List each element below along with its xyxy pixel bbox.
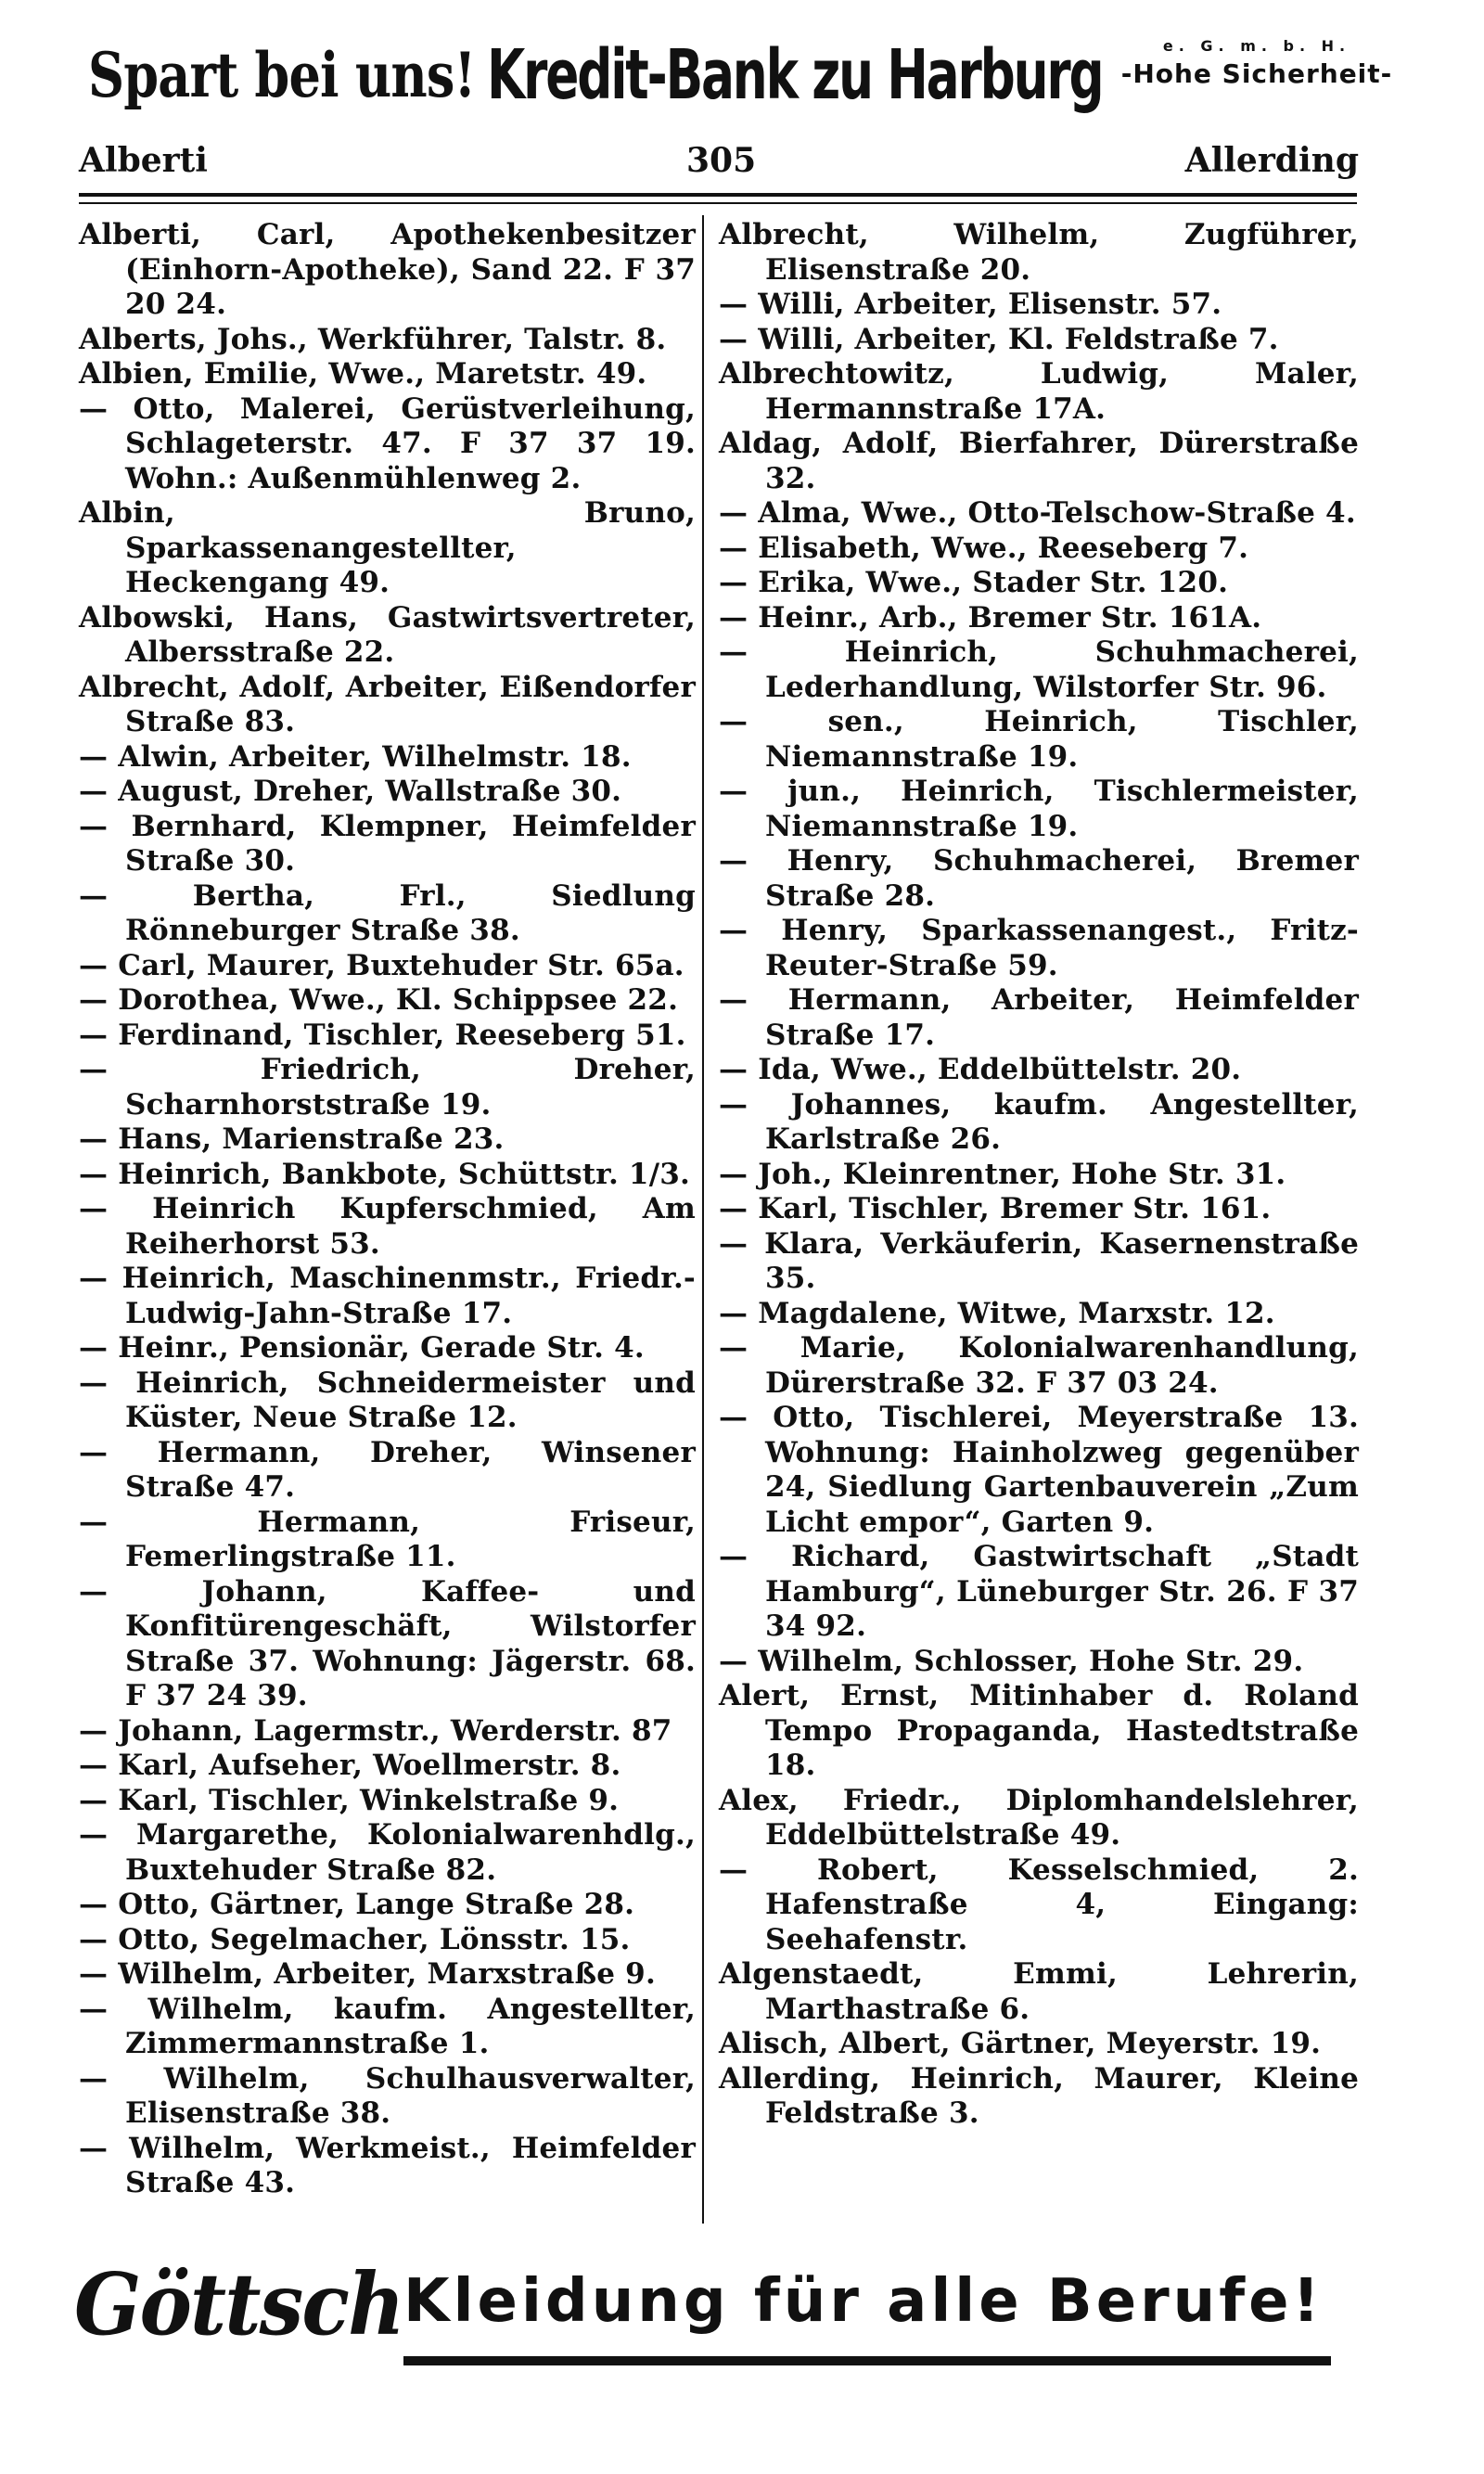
- directory-entry: — sen., Heinrich, Tischler, Niemannstraße 19.: [719, 705, 1359, 774]
- directory-entry: — Joh., Kleinrentner, Hohe Str. 31.: [719, 1157, 1286, 1191]
- directory-entry: — Johann, Kaffee- und Konfitürengeschäft, Wilstorfer Straße 37. Wohnung: Jägerstr. 68. F 37 24 39.: [79, 1574, 696, 1712]
- ad-tagline: [1118, 37, 1396, 89]
- directory-entry: — Friedrich, Dreher, Scharnhorststraße 19.: [79, 1053, 696, 1122]
- directory-entry: — August, Dreher, Wallstraße 30.: [79, 775, 622, 808]
- directory-entry: — Heinr., Arb., Bremer Str. 161A.: [719, 600, 1262, 635]
- directory-entry: — Marie, Kolonialwarenhandlung, Dürerstraße 32. F 37 03 24.: [719, 1331, 1359, 1400]
- directory-entry: — Bernhard, Klempner, Heimfelder Straße 30.: [79, 809, 696, 878]
- directory-entry: Albrechtowitz, Ludwig, Maler, Hermannstraße 17A.: [719, 357, 1359, 426]
- directory-entry: Albin, Bruno, Sparkassenangestellter, Heckengang 49.: [79, 496, 696, 599]
- directory-entry: — Heinrich, Schuhmacherei, Lederhandlung, Wilstorfer Str. 96.: [719, 635, 1359, 704]
- directory-entry: — Richard, Gastwirtschaft „Stadt Hamburg“, Lüneburger Str. 26. F 37 34 92.: [719, 1540, 1359, 1643]
- ad-legal-form: e. G. m. b. H.: [1162, 37, 1351, 55]
- directory-entry: Alex, Friedr., Diplomhandelslehrer, Eddelbüttelstraße 49.: [719, 1783, 1359, 1852]
- directory-entry: — Margarethe, Kolonialwarenhdlg., Buxtehuder Straße 82.: [79, 1818, 696, 1887]
- directory-entry: — Otto, Malerei, Gerüstverleihung, Schlageterstr. 47. F 37 37 19. Wohn.: Außenmühlenweg 2.: [79, 391, 696, 495]
- header-rule-thick: [79, 193, 1357, 197]
- directory-entry: Albowski, Hans, Gastwirtsvertreter, Albersstraße 22.: [79, 600, 696, 669]
- directory-entry: — Wilhelm, Arbeiter, Marxstraße 9.: [79, 1957, 656, 1991]
- directory-entry: Allerding, Heinrich, Maurer, Kleine Feldstraße 3.: [719, 2061, 1359, 2130]
- directory-entry: — Heinrich, Bankbote, Schüttstr. 1/3.: [79, 1157, 690, 1191]
- directory-entry: — Karl, Tischler, Winkelstraße 9.: [79, 1783, 620, 1817]
- page-number: 305: [686, 141, 757, 180]
- left-column: [79, 218, 696, 2201]
- directory-entry: — Johann, Lagermstr., Werderstr. 87: [79, 1713, 672, 1748]
- directory-entry: — Heinrich, Maschinenmstr., Friedr.-Ludwig-Jahn-Straße 17.: [79, 1262, 696, 1330]
- directory-entry: Alberti, Carl, Apothekenbesitzer (Einhorn-Apotheke), Sand 22. F 37 20 24.: [79, 218, 696, 321]
- directory-entry: — jun., Heinrich, Tischlermeister, Niemannstraße 19.: [719, 775, 1359, 843]
- top-advertisement: [79, 28, 1396, 121]
- directory-entry: — Wilhelm, Schlosser, Hohe Str. 29.: [719, 1644, 1304, 1678]
- directory-entry: — Henry, Sparkassenangest., Fritz-Reuter-Straße 59.: [719, 914, 1359, 982]
- directory-entry: — Elisabeth, Wwe., Reeseberg 7.: [719, 531, 1249, 565]
- directory-entry: — Karl, Aufseher, Woellmerstr. 8.: [79, 1749, 621, 1782]
- directory-entry: — Karl, Tischler, Bremer Str. 161.: [719, 1192, 1272, 1225]
- directory-entry: — Otto, Segelmacher, Lönsstr. 15.: [79, 1922, 631, 1956]
- ad-underline-bar: [403, 2356, 1331, 2365]
- directory-entry: Aldag, Adolf, Bierfahrer, Dürerstraße 32.: [719, 427, 1359, 495]
- directory-entry: — Henry, Schuhmacherei, Bremer Straße 28.: [719, 844, 1359, 913]
- directory-entry: — Heinr., Pensionär, Gerade Str. 4.: [79, 1331, 645, 1365]
- directory-entry: — Dorothea, Wwe., Kl. Schippsee 22.: [79, 983, 679, 1017]
- running-head: [79, 141, 1359, 187]
- directory-entry: — Erika, Wwe., Stader Str. 120.: [719, 566, 1229, 599]
- ad-bank-name: Kredit-Bank zu Harburg: [487, 35, 1103, 115]
- directory-entry: — Hermann, Arbeiter, Heimfelder Straße 17.: [719, 983, 1359, 1052]
- directory-entry: Albrecht, Wilhelm, Zugführer, Elisenstraße 20.: [719, 218, 1359, 287]
- ad-claim: Kleidung für alle Berufe!: [403, 2267, 1324, 2336]
- directory-entry: — Hermann, Friseur, Femerlingstraße 11.: [79, 1505, 696, 1573]
- header-rule-thin: [79, 202, 1357, 204]
- directory-entry: — Willi, Arbeiter, Elisenstr. 57.: [719, 288, 1222, 321]
- bottom-advertisement: [70, 2254, 1368, 2379]
- directory-entry: — Carl, Maurer, Buxtehuder Str. 65a.: [79, 948, 684, 982]
- directory-entry: — Alma, Wwe., Otto-Telschow-Straße 4.: [719, 496, 1356, 530]
- directory-entry: — Klara, Verkäuferin, Kasernenstraße 35.: [719, 1226, 1359, 1295]
- directory-entry: — Hans, Marienstraße 23.: [79, 1122, 505, 1156]
- directory-entry: — Wilhelm, kaufm. Angestellter, Zimmermannstraße 1.: [79, 1992, 696, 2060]
- ad-brand-logo: Göttsch: [74, 2254, 403, 2354]
- directory-entry: — Heinrich, Schneidermeister und Küster, Neue Straße 12.: [79, 1365, 696, 1434]
- directory-entry: — Wilhelm, Werkmeist., Heimfelder Straße 43.: [79, 2131, 696, 2199]
- ad-slogan: Spart bei uns!: [88, 39, 476, 111]
- column-divider: [702, 215, 704, 2224]
- directory-entry: — Otto, Tischlerei, Meyerstraße 13. Wohnung: Hainholzweg gegenüber 24, Siedlung Gartenbauverein „Zum Licht empor“, Garten 9.: [719, 1401, 1359, 1539]
- directory-entry: — Johannes, kaufm. Angestellter, Karlstraße 26.: [719, 1087, 1359, 1156]
- directory-entry: — Otto, Gärtner, Lange Straße 28.: [79, 1888, 635, 1921]
- ad-motto: -Hohe Sicherheit-: [1120, 58, 1393, 89]
- directory-entry: Albien, Emilie, Wwe., Maretstr. 49.: [79, 357, 647, 391]
- directory-entry: — Ida, Wwe., Eddelbüttelstr. 20.: [719, 1053, 1242, 1086]
- right-column: [719, 218, 1359, 2132]
- directory-entry: — Hermann, Dreher, Winsener Straße 47.: [79, 1435, 696, 1504]
- directory-entry: — Alwin, Arbeiter, Wilhelmstr. 18.: [79, 739, 632, 774]
- directory-entry: Algenstaedt, Emmi, Lehrerin, Marthastraße 6.: [719, 1957, 1359, 2026]
- running-head-last-entry: Allerding: [1184, 141, 1359, 180]
- directory-entry: — Ferdinand, Tischler, Reeseberg 51.: [79, 1018, 686, 1052]
- directory-entry: — Bertha, Frl., Siedlung Rönneburger Straße 38.: [79, 878, 696, 947]
- directory-entry: Alisch, Albert, Gärtner, Meyerstr. 19.: [719, 2027, 1322, 2060]
- directory-entry: — Magdalene, Witwe, Marxstr. 12.: [719, 1296, 1275, 1330]
- directory-entry: Albrecht, Adolf, Arbeiter, Eißendorfer Straße 83.: [79, 670, 696, 738]
- directory-entry: Alert, Ernst, Mitinhaber d. Roland Tempo Propaganda, Hastedtstraße 18.: [719, 1679, 1359, 1782]
- directory-entry: — Wilhelm, Schulhausverwalter, Elisenstraße 38.: [79, 2061, 696, 2130]
- directory-entry: — Robert, Kesselschmied, 2. Hafenstraße 4, Eingang: Seehafenstr.: [719, 1852, 1359, 1956]
- directory-entry: Alberts, Johs., Werkführer, Talstr. 8.: [79, 322, 667, 356]
- directory-entry: — Willi, Arbeiter, Kl. Feldstraße 7.: [719, 322, 1279, 356]
- running-head-first-entry: Alberti: [79, 141, 208, 180]
- directory-entry: — Heinrich Kupferschmied, Am Reiherhorst 53.: [79, 1192, 696, 1261]
